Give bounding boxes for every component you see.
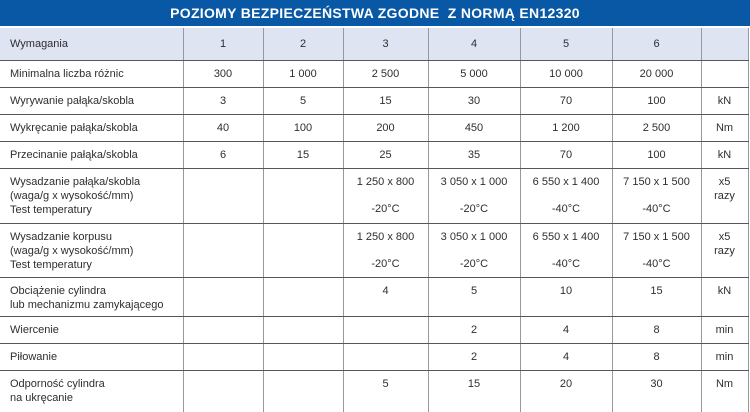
row-value: 5 (263, 87, 343, 114)
table-title: POZIOMY BEZPIECZEŃSTWA ZGODNE Z NORMĄ EN12320 (170, 5, 580, 21)
label-line: Wysadzanie korpusu (10, 230, 113, 243)
row-label (0, 277, 183, 316)
row-unit (701, 168, 748, 223)
row-value: 1 000 (263, 60, 343, 87)
row-value: 4 (343, 277, 428, 316)
row-value: 450 (428, 114, 520, 141)
value-line: -40°C (551, 202, 581, 215)
table-row (0, 223, 748, 277)
row-value: 40 (183, 114, 263, 141)
label-line: (waga/g x wysokość/mm) (10, 189, 134, 202)
unit-line: Nm (715, 377, 734, 390)
table-row (0, 168, 748, 223)
row-value (263, 316, 343, 343)
unit-line: kN (717, 148, 732, 161)
row-value: 2 500 (612, 114, 701, 141)
row-value (612, 223, 701, 277)
table-title-bar (0, 0, 750, 26)
header-level: 5 (520, 28, 612, 60)
row-value: 15 (263, 141, 343, 168)
unit-line: razy (714, 244, 735, 257)
value-line: -20°C (371, 202, 400, 215)
value-line: 1 250 x 800 (356, 230, 415, 243)
table-row (0, 141, 748, 168)
unit-line: kN (717, 94, 732, 107)
row-value: 15 (343, 87, 428, 114)
row-unit (701, 370, 748, 412)
row-label: Piłowanie (0, 343, 183, 370)
row-value (183, 223, 263, 277)
unit-line: Nm (715, 121, 734, 134)
label-line: Test temperatury (10, 203, 92, 216)
header-level: 6 (612, 28, 701, 60)
row-value (520, 223, 612, 277)
row-value (183, 316, 263, 343)
row-value: 20 000 (612, 60, 701, 87)
row-value: 4 (520, 343, 612, 370)
row-value (343, 343, 428, 370)
table-row (0, 316, 748, 343)
header-label: Wymagania (0, 28, 183, 60)
row-value: 300 (183, 60, 263, 87)
value-line: 6 550 x 1 400 (532, 230, 600, 243)
row-value (263, 223, 343, 277)
row-value: 5 (428, 277, 520, 316)
unit-line: kN (717, 284, 732, 297)
value-line: -40°C (642, 257, 671, 270)
row-value: 2 (428, 343, 520, 370)
table-row (0, 277, 748, 316)
row-label (0, 370, 183, 412)
row-value (612, 168, 701, 223)
table-row (0, 370, 748, 412)
label-line: Test temperatury (10, 258, 92, 271)
row-value (343, 316, 428, 343)
table-row (0, 114, 748, 141)
label-line: Odporność cylindra (10, 377, 105, 390)
label-line: (waga/g x wysokość/mm) (10, 244, 134, 257)
table-body (0, 28, 748, 412)
label-line: lub mechanizmu zamykającego (10, 298, 164, 311)
row-label (0, 168, 183, 223)
row-label: Przecinanie pałąka/skobla (0, 141, 183, 168)
row-unit (701, 277, 748, 316)
row-value: 100 (612, 141, 701, 168)
row-value (183, 370, 263, 412)
row-label: Wiercenie (0, 316, 183, 343)
row-value (263, 370, 343, 412)
value-line: -20°C (459, 202, 489, 215)
row-unit (701, 60, 748, 87)
unit-line: razy (714, 189, 735, 202)
row-value: 100 (612, 87, 701, 114)
row-value: 70 (520, 141, 612, 168)
value-line: -40°C (642, 202, 671, 215)
row-value (343, 168, 428, 223)
header-level: 4 (428, 28, 520, 60)
table-row (0, 60, 748, 87)
value-line: -40°C (551, 257, 581, 270)
row-value: 30 (428, 87, 520, 114)
value-line: 7 150 x 1 500 (623, 175, 690, 188)
header-level: 2 (263, 28, 343, 60)
row-value: 4 (520, 316, 612, 343)
row-value: 25 (343, 141, 428, 168)
unit-line: min (715, 323, 734, 336)
row-value (183, 168, 263, 223)
table-row (0, 343, 748, 370)
row-unit (701, 87, 748, 114)
row-value (428, 168, 520, 223)
unit-line: x5 (718, 230, 731, 243)
row-value: 70 (520, 87, 612, 114)
value-line: 6 550 x 1 400 (532, 175, 600, 188)
row-value: 2 (428, 316, 520, 343)
row-label: Minimalna liczba różnic (0, 60, 183, 87)
row-value: 20 (520, 370, 612, 412)
row-label: Wykręcanie pałąka/skobla (0, 114, 183, 141)
row-unit (701, 223, 748, 277)
value-line: 1 250 x 800 (356, 175, 415, 188)
row-value: 1 200 (520, 114, 612, 141)
header-unit (701, 28, 748, 60)
value-line: 3 050 x 1 000 (440, 175, 508, 188)
security-levels-table (0, 28, 749, 412)
header-level: 3 (343, 28, 428, 60)
row-value (428, 223, 520, 277)
row-value: 35 (428, 141, 520, 168)
row-value (263, 277, 343, 316)
row-value: 10 (520, 277, 612, 316)
label-line: Wysadzanie pałąka/skobla (10, 175, 141, 188)
label-line: na ukręcanie (10, 391, 73, 404)
row-unit (701, 114, 748, 141)
row-value (343, 223, 428, 277)
row-value (183, 343, 263, 370)
row-value (263, 168, 343, 223)
value-line: 3 050 x 1 000 (440, 230, 508, 243)
row-unit (701, 141, 748, 168)
row-value: 8 (612, 343, 701, 370)
value-line: -20°C (459, 257, 489, 270)
row-value: 100 (263, 114, 343, 141)
value-line: 7 150 x 1 500 (623, 230, 690, 243)
value-line: -20°C (371, 257, 400, 270)
row-value: 3 (183, 87, 263, 114)
header-level: 1 (183, 28, 263, 60)
row-value: 30 (612, 370, 701, 412)
row-value: 2 500 (343, 60, 428, 87)
row-value (263, 343, 343, 370)
unit-line: x5 (718, 175, 731, 188)
row-value (183, 277, 263, 316)
row-unit (701, 316, 748, 343)
unit-line: min (715, 350, 734, 363)
row-value: 200 (343, 114, 428, 141)
row-value: 10 000 (520, 60, 612, 87)
row-value: 5 (343, 370, 428, 412)
row-value: 5 000 (428, 60, 520, 87)
row-label (0, 223, 183, 277)
label-line: Obciążenie cylindra (10, 284, 106, 297)
row-value: 6 (183, 141, 263, 168)
row-value (520, 168, 612, 223)
table-header-row (0, 28, 748, 60)
table-row (0, 87, 748, 114)
row-unit (701, 343, 748, 370)
row-label: Wyrywanie pałąka/skobla (0, 87, 183, 114)
row-value: 8 (612, 316, 701, 343)
row-value: 15 (428, 370, 520, 412)
row-value: 15 (612, 277, 701, 316)
